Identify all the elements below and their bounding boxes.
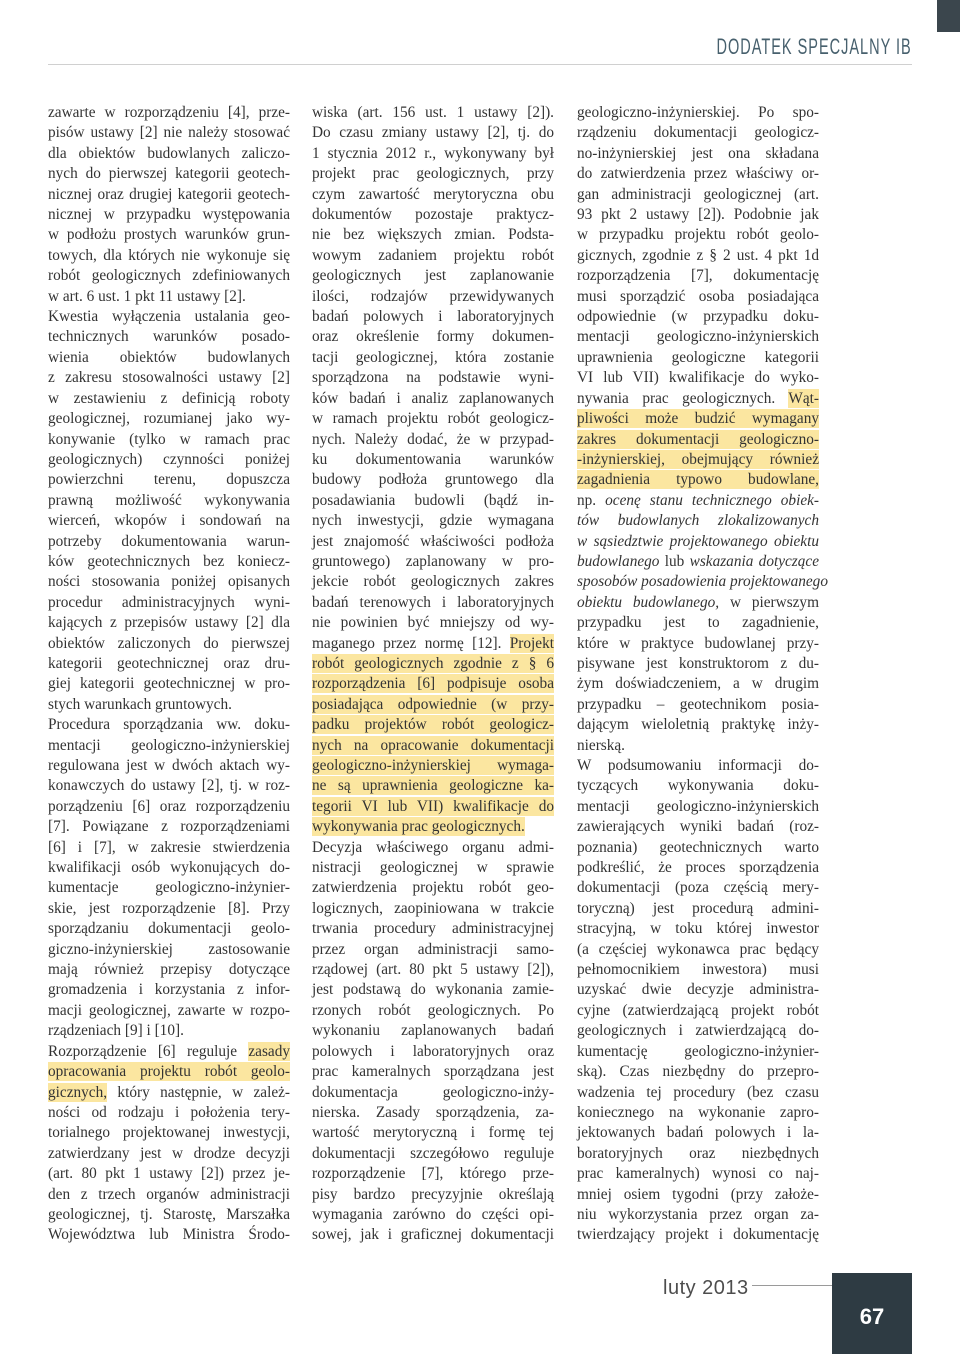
text-line: w art. 6 ust. 1 pkt 11 ustawy [2]. xyxy=(48,287,246,305)
text-line: musi sporządzić osoba posiadająca xyxy=(577,287,819,305)
text-line: geologicznych jest zaplanowanie xyxy=(312,267,554,285)
italic-text: tów budowlanych zlokalizowanych xyxy=(577,512,819,530)
text-line: żym doświadczeniem, a w drugim xyxy=(577,675,819,693)
text-line: nicznej oraz drugiej kategorii geotech- xyxy=(48,185,290,203)
text-line: polowych i laboratoryjnych oraz xyxy=(312,1042,554,1060)
text-line: wadzenia tej procedury (bez czasu xyxy=(577,1083,819,1101)
text-line: wierceń, wkopów i sondowań na xyxy=(48,512,290,530)
text-line: kających z przepisów ustawy [2] dla xyxy=(48,614,290,632)
text-line: rozporządzenia [7], dokumentację xyxy=(577,267,819,285)
italic-text: obiektu budowlanego, xyxy=(577,593,720,611)
text-line: no-inżynierskiej jest ona składana xyxy=(577,144,819,162)
section-title: DODATEK SPECJALNY IB xyxy=(716,34,912,59)
text-line: pisy bardzo precyzyjnie określają xyxy=(312,1185,554,1203)
text-line: w podłożu prostych warunków grun- xyxy=(48,226,290,244)
text-line xyxy=(312,817,554,837)
text-line: Do czasu zmiany ustawy [2], tj. do xyxy=(312,124,554,142)
page-number: 67 xyxy=(859,1304,885,1329)
text-line: robót geologicznych zdefiniowanych xyxy=(48,267,290,285)
text-run: np. xyxy=(577,491,606,509)
text-line: Decyzja właściwego organu admi- xyxy=(312,838,554,856)
text-line: gruntowego) zaplanowany w pro- xyxy=(312,552,554,570)
text-line: badań terenowych i laboratoryjnych xyxy=(312,593,554,611)
text-line: jest znajomość właściwości podłoża xyxy=(312,532,554,550)
text-run: który następnie, w zależ- xyxy=(107,1083,290,1101)
highlighted-text: Projekt xyxy=(509,634,554,652)
highlighted-text: opracowania projektu robót geolo- xyxy=(48,1063,290,1081)
text-line: przez organ administracji samo- xyxy=(312,940,554,958)
text-line: niu wykorzystania przez organ za- xyxy=(577,1205,819,1223)
text-line: stych warunkach gruntowych. xyxy=(48,695,232,713)
text-line: giczno-inżynierskiej zastosowanie xyxy=(48,940,290,958)
text-line: skie, jest rozporządzenie [8]. Przy xyxy=(48,899,290,917)
text-run: lub xyxy=(659,552,690,570)
text-line: rzonych robót geologicznych. Po xyxy=(312,1001,554,1019)
text-line: w ramach projektu robót geologicz- xyxy=(312,410,554,428)
footer-divider xyxy=(752,1285,832,1286)
text-line: dokumentacja geologiczno-inży- xyxy=(312,1083,554,1101)
text-line: geologicznych i zatwierdzającą do- xyxy=(577,1022,819,1040)
highlighted-text: zagadnienia typowo budowlane, xyxy=(577,471,819,489)
text-line: ilości, rodzajów przewidywanych xyxy=(312,287,554,305)
italic-text: wskazania dotyczące xyxy=(689,552,819,570)
text-line: towych, dla których nie wykonuje się xyxy=(48,246,290,264)
text-line: procedur administracyjnych wyni- xyxy=(48,593,290,611)
text-line: tacji geologicznej, która zostanie xyxy=(312,348,554,366)
text-line: w zestawieniu z definicją roboty xyxy=(48,389,290,407)
text-line: technicznych warunków posado- xyxy=(48,328,290,346)
text-line: uprawnienia geologiczne kategorii xyxy=(577,348,819,366)
text-line: ności od rodzaju i położenia tery- xyxy=(48,1103,290,1121)
text-line: ków badań i analiz zaplanowanych xyxy=(312,389,554,407)
text-line: pisów ustawy [2] nie należy stosować xyxy=(48,124,290,142)
text-line: jekcie robót geologicznych zakres xyxy=(312,573,554,591)
text-line: gicznych, zgodnie z § 2 ust. 4 pkt 1d xyxy=(577,246,819,264)
text-line: Procedura sporządzania ww. doku- xyxy=(48,716,290,734)
text-line: Województwa lub Ministra Środo- xyxy=(48,1226,290,1244)
text-line: (art. 80 pkt 1 ustawy [2]) przez je- xyxy=(48,1165,290,1183)
issue-date: luty 2013 xyxy=(663,1277,749,1299)
text-line: zawierających wyniki badań (roz- xyxy=(577,818,819,836)
text-line: oraz określenie formy dokumen- xyxy=(312,328,554,346)
text-line: gromadzenia i korzystania z infor- xyxy=(48,981,290,999)
text-line xyxy=(577,572,828,592)
text-line xyxy=(312,797,554,817)
text-line: podkreślić, że proces sporządzenia xyxy=(577,859,819,877)
text-line xyxy=(577,511,819,531)
highlighted-text: tegorii VI lub VII) kwalifikacje do xyxy=(312,797,554,815)
highlighted-text: wykonywania prac geologicznych. xyxy=(312,818,525,836)
text-line: powierzchni terenu, dopuszcza xyxy=(48,471,290,489)
text-line: sporządzaniu dokumentacji geolo- xyxy=(48,920,290,938)
text-line: konawczych do ustawy [2], tj. w roz- xyxy=(48,777,290,795)
text-line: wowym zadaniem projektu robót xyxy=(312,246,554,264)
page-number-box xyxy=(832,1273,912,1354)
text-line: macji geologicznej, zawarte w rozpo- xyxy=(48,1001,290,1019)
text-line: nie bez większych zmian. Podsta- xyxy=(312,226,554,244)
text-line: zatwierdzenia projektu robót geo- xyxy=(312,879,554,897)
text-line xyxy=(577,389,819,409)
text-line: konywanie (tylko w ramach prac xyxy=(48,430,290,448)
text-line: 1 stycznia 2012 r., wykonywany był xyxy=(312,144,554,162)
highlighted-text: pliwości może budzić wymagany xyxy=(577,410,819,428)
text-line xyxy=(577,491,819,511)
highlighted-text: zakres dokumentacji geologiczno- xyxy=(577,430,819,448)
text-line xyxy=(577,409,819,429)
highlighted-text: posiadająca odpowiednie (w przy- xyxy=(312,695,554,713)
text-line xyxy=(312,715,554,735)
text-line xyxy=(48,1042,290,1062)
text-line: boratoryjnych oraz niezbędnych xyxy=(577,1144,819,1162)
text-line xyxy=(312,654,554,674)
text-line: nicznej w przypadku występowania xyxy=(48,206,290,224)
text-line xyxy=(577,470,819,490)
text-line: rządowej (art. 80 pkt 5 ustawy [2]), xyxy=(312,961,554,979)
text-line: 93 pkt 2 ustawy [2]). Podobnie jak xyxy=(577,206,819,224)
text-line: wymagania zarówno do części opi- xyxy=(312,1205,554,1223)
text-line: wiska (art. 156 ust. 1 ustawy [2]). xyxy=(312,104,554,121)
text-line: nistracji geologicznej w sprawie xyxy=(312,859,554,877)
text-line xyxy=(312,776,554,796)
text-line: cyjne (zatwierdzającą projekt robót xyxy=(577,1001,819,1019)
text-line: obiektów zaliczonych do pierwszej xyxy=(48,634,290,652)
text-line: nych. Należy dodać, że w przypad- xyxy=(312,430,554,448)
text-line: zatwierdzany jest w drodze decyzji xyxy=(48,1144,290,1162)
text-line: zawarte w rozporządzeniu [4], prze- xyxy=(48,104,290,121)
text-line xyxy=(312,634,554,654)
text-line xyxy=(577,430,819,450)
text-line: projekt prac geologicznych, przy xyxy=(312,165,554,183)
text-line: torialnego projektowanej inwestycji, xyxy=(48,1124,290,1142)
text-line: prawną możliwość wykonywania xyxy=(48,491,290,509)
highlighted-text: nych na opracowanie dokumentacji xyxy=(312,736,554,754)
text-line: (a częściej wykonawca prac będący xyxy=(577,940,819,958)
text-line: pisywane jest konstruktorom z du- xyxy=(577,654,819,672)
text-line: prac kameralnych) wynosi co naj- xyxy=(577,1165,819,1183)
text-line: nie powinien być mniejszy od wy- xyxy=(312,614,554,632)
text-line: nych do pierwszej kategorii geotech- xyxy=(48,165,290,183)
text-line: dającym wieloletnią praktykę inży- xyxy=(577,716,819,734)
text-line: gan administracji geologicznej (art. xyxy=(577,185,819,203)
text-line: ności stosowania poniżej opisanych xyxy=(48,573,290,591)
text-line: W podsumowaniu informacji do- xyxy=(577,757,819,774)
italic-text: ocenę stanu technicznego obiek- xyxy=(605,491,819,509)
text-line: VI lub VII) kwalifikacje do wyko- xyxy=(577,369,819,387)
text-line xyxy=(577,593,819,613)
text-run: nywania prac geologicznych. xyxy=(577,389,789,407)
text-line: jektowanych badań polowych i la- xyxy=(577,1124,819,1142)
highlighted-text: zasady xyxy=(248,1042,290,1060)
text-line: kwalifikacji osób wykonujących do- xyxy=(48,859,290,877)
highlighted-text: padku projektów robót geologicz- xyxy=(312,716,554,734)
text-line: koniecznego na wykonanie zapro- xyxy=(577,1103,819,1121)
text-line: [7]. Powiązane z rozporządzeniami xyxy=(48,818,290,836)
text-line: geologicznej, rozumianej jako wy- xyxy=(48,410,290,428)
text-line: nierską. xyxy=(577,736,625,754)
text-line: ków geotechnicznych bez koniecz- xyxy=(48,552,290,570)
text-column-2 xyxy=(312,103,554,1246)
text-line xyxy=(312,756,554,776)
text-line: ską). Czas niezbędny do przepro- xyxy=(577,1063,819,1081)
italic-text: w sąsiedztwie projektowanego obiektu xyxy=(577,532,819,550)
text-run: w pierwszym xyxy=(719,593,819,611)
text-line: pełnomocnikiem inwestora) musi xyxy=(577,961,819,979)
highlighted-text: -inżynierskiej, obejmujący również xyxy=(577,450,819,468)
text-run: maganego przez normę [12]. xyxy=(312,634,510,652)
text-line: dokumentów pozostaje praktycz- xyxy=(312,206,554,224)
text-line: które w praktyce budowlanej przy- xyxy=(577,634,819,652)
highlighted-text: robót geologicznych zgodnie z § 6 xyxy=(312,654,554,672)
text-line xyxy=(312,736,554,756)
italic-text: sposobów posadowienia projektowanego xyxy=(577,573,828,591)
text-line: giej kategorii geotechnicznej w pro- xyxy=(48,675,290,693)
text-line: [6] i [7], w zakresie stwierdzenia xyxy=(48,838,290,856)
text-line: kategorii geotechnicznej oraz dru- xyxy=(48,654,290,672)
text-line: logicznych, zaopiniowana w trakcie xyxy=(312,899,554,917)
text-line: dokumentacji (poza częścią mery- xyxy=(577,879,819,897)
text-line: przypadku jest to zagadnienie, xyxy=(577,614,819,632)
text-line: kumentacje geologiczno-inżynier- xyxy=(48,879,290,897)
text-line: przypadku – geotechnikom posia- xyxy=(577,695,819,713)
text-line: mentacji geologiczno-inżynierskiej xyxy=(48,736,290,754)
text-column-1 xyxy=(48,103,290,1246)
text-line: Kwestia wyłączenia ustalania geo- xyxy=(48,308,290,326)
text-line: odpowiednie (w przypadku doku- xyxy=(577,308,819,326)
highlighted-text: ne są uprawnienia geologiczne ka- xyxy=(312,777,554,795)
text-line: wartość merytoryczną i formę tej xyxy=(312,1124,554,1142)
text-line: poznania) geotechnicznych warto xyxy=(577,838,819,856)
text-line: mniej osiem tygodni (przy założe- xyxy=(577,1185,819,1203)
text-line xyxy=(577,450,819,470)
italic-text: budowlanego xyxy=(577,552,660,570)
text-line: wienia obiektów budowlanych xyxy=(48,348,290,366)
text-line: geologicznej, tj. Starostę, Marszałka xyxy=(48,1205,290,1223)
text-line: geologiczno-inżynierskiej. Po spo- xyxy=(577,104,819,121)
corner-tab xyxy=(937,0,960,32)
highlighted-text: Wąt- xyxy=(788,389,819,407)
text-line: nych inwestycji, gdzie wymagana xyxy=(312,512,554,530)
text-line: kumentację geologiczno-inżynier- xyxy=(577,1042,819,1060)
text-line: nierska. Zasady sporządzenia, za- xyxy=(312,1103,554,1121)
highlighted-text: gicznych, xyxy=(48,1083,108,1101)
text-line: w przypadku projektu robót geolo- xyxy=(577,226,819,244)
text-line: geologicznych) czynności poniżej xyxy=(48,450,290,468)
text-line: den z trzech organów administracji xyxy=(48,1185,290,1203)
text-line: potrzeby dokumentowania warun- xyxy=(48,532,290,550)
text-line: z zakresu stosowalności ustawy [2] xyxy=(48,369,290,387)
text-line: jest podstawą do wykonania zamie- xyxy=(312,981,554,999)
text-line xyxy=(48,1083,290,1103)
text-line: prac kameralnych sporządzana jest xyxy=(312,1063,554,1081)
text-line: porządzeniu [6] oraz rozporządzeniu xyxy=(48,797,290,815)
text-line: twierdzający projekt i dokumentację xyxy=(577,1226,819,1244)
text-line: uzyskać dwie decyzje administra- xyxy=(577,981,819,999)
text-run: Rozporządzenie [6] reguluje xyxy=(48,1042,249,1060)
text-line: budowy podłoża gruntowego dla xyxy=(312,471,554,489)
text-line: toryczną) jest procedurą admini- xyxy=(577,899,819,917)
text-line: tyczących wykonywania doku- xyxy=(577,777,819,795)
text-line: stracyjną, w toku której inwestor xyxy=(577,920,819,938)
text-line: mają również przepisy dotyczące xyxy=(48,961,290,979)
text-line xyxy=(312,674,554,694)
text-line: czym zawartość merytoryczna obu xyxy=(312,185,554,203)
text-line: dla obiektów budowlanych zaliczo- xyxy=(48,144,290,162)
text-line: wykonaniu zaplanowanych badań xyxy=(312,1022,554,1040)
text-line: do zatwierdzenia przez właściwy or- xyxy=(577,165,819,183)
text-line: rządzeniu dokumentacji geologicz- xyxy=(577,124,819,142)
header-divider xyxy=(48,64,912,65)
highlighted-text: rozporządzenia [6] podpisuje osoba xyxy=(312,675,554,693)
text-line: rządzeniach [9] i [10]. xyxy=(48,1022,184,1040)
text-line: badań polowych i laboratoryjnych xyxy=(312,308,554,326)
text-line: posadawiania budowli (bądź in- xyxy=(312,491,554,509)
text-line: sowej, jak i graficznej dokumentacji xyxy=(312,1226,554,1244)
text-line: sporządzona na podstawie wyni- xyxy=(312,369,554,387)
text-line: ku dokumentowania warunków xyxy=(312,450,554,468)
highlighted-text: geologiczno-inżynierskiej wymaga- xyxy=(312,757,554,774)
text-line: regulowana jest w dwóch aktach wy- xyxy=(48,757,290,774)
text-line xyxy=(577,532,819,552)
text-line: mentacji geologiczno-inżynierskich xyxy=(577,328,819,346)
text-line: mentacji geologiczno-inżynierskich xyxy=(577,797,819,815)
text-line: rozporządzenie [7], którego prze- xyxy=(312,1165,554,1183)
text-line xyxy=(577,552,819,572)
text-column-3 xyxy=(577,103,828,1246)
text-line: dokumentacji szczegółowo reguluje xyxy=(312,1144,554,1162)
text-line xyxy=(48,1062,290,1082)
text-line: trwania procedury administracyjnej xyxy=(312,920,554,938)
text-line xyxy=(312,695,554,715)
